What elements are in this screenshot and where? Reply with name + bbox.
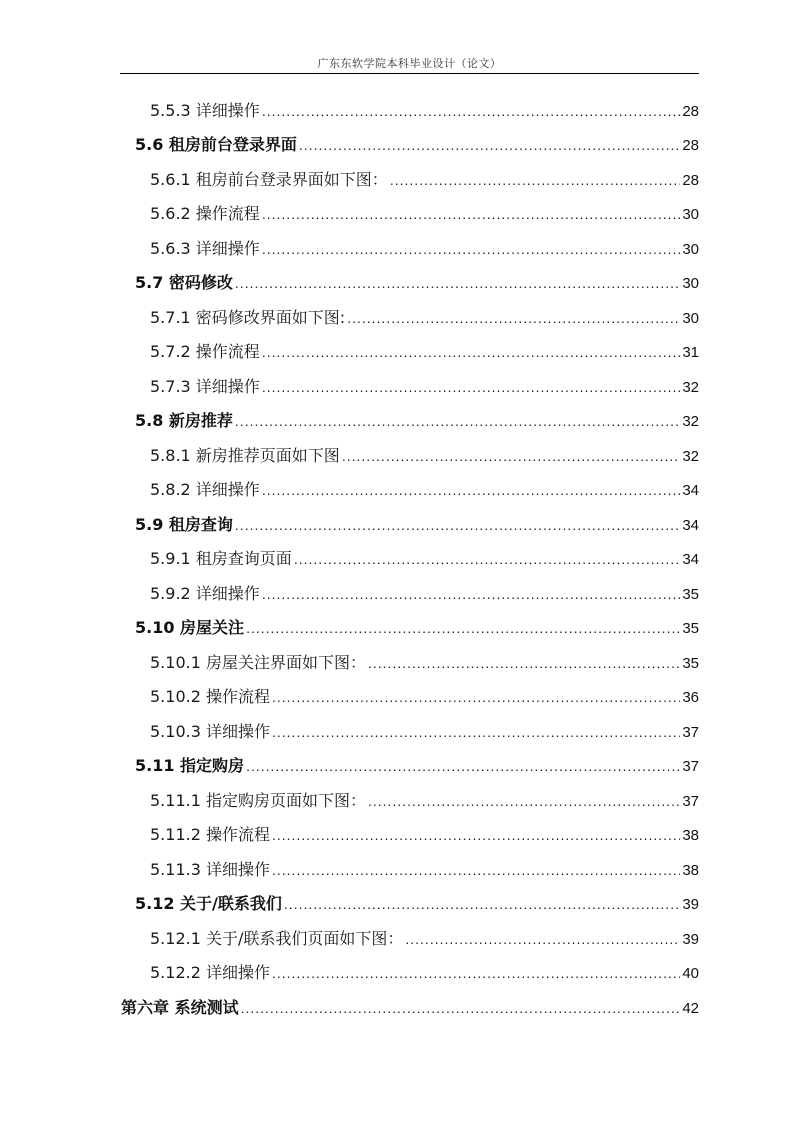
toc-entry-line (0, 546, 793, 569)
toc-subentry[interactable] (0, 575, 793, 610)
toc-entry-line (0, 305, 793, 328)
toc-entry-title: 5.6.2 操作流程 (150, 204, 260, 224)
toc-page-number: 30 (682, 275, 699, 293)
toc-entry-title: 5.12 关于/联系我们 (135, 894, 282, 914)
toc-entry-title: 5.11.2 操作流程 (150, 825, 270, 845)
toc-page-number: 37 (682, 758, 699, 776)
toc-dot-leader (246, 758, 680, 774)
toc-entry-line (0, 98, 793, 121)
toc-dot-leader (299, 137, 680, 153)
toc-entry-line (0, 408, 793, 431)
toc-subentry[interactable] (0, 299, 793, 334)
toc-entry-line (0, 719, 793, 742)
toc-page-number: 35 (682, 585, 699, 603)
toc-entry-title: 5.7.2 操作流程 (150, 342, 260, 362)
toc-dot-leader (347, 310, 680, 326)
toc-page-number: 31 (682, 344, 699, 362)
toc-entry-line (0, 512, 793, 535)
toc-page-number: 28 (682, 102, 699, 120)
toc-dot-leader (262, 103, 681, 119)
toc-subentry[interactable] (0, 679, 793, 714)
toc-subentry[interactable] (0, 955, 793, 990)
toc-entry-line (0, 857, 793, 880)
toc-entry-title: 5.8.1 新房推荐页面如下图 (150, 445, 340, 465)
toc-subentry[interactable] (0, 644, 793, 679)
page-header: 广东东软学院本科毕业设计（论文） (317, 57, 502, 70)
toc-entry-line (0, 201, 793, 224)
toc-page-number: 39 (682, 896, 699, 914)
toc-dot-leader (294, 551, 681, 567)
toc-page-number: 28 (682, 137, 699, 155)
toc-page-number: 38 (682, 861, 699, 879)
toc-page-number: 37 (682, 723, 699, 741)
toc-page-number: 37 (682, 792, 699, 810)
toc-dot-leader (235, 413, 680, 429)
toc-entry-title: 5.6.1 租房前台登录界面如下图： (150, 169, 388, 189)
toc-dot-leader (235, 275, 680, 291)
toc-page-number: 40 (682, 965, 699, 983)
toc-entry-line (0, 926, 793, 949)
toc-page-number: 32 (682, 413, 699, 431)
toc-entry-title: 5.9.1 租房查询页面 (150, 549, 292, 569)
toc-subentry[interactable] (0, 472, 793, 507)
toc-entry-line (0, 753, 793, 776)
toc-entry-title: 第六章 系统测试 (121, 997, 239, 1017)
toc-page-number: 39 (682, 930, 699, 948)
toc-section-entry[interactable] (0, 127, 793, 162)
toc-section-entry[interactable] (0, 886, 793, 921)
toc-dot-leader (368, 655, 680, 671)
toc-entry-line (0, 443, 793, 466)
toc-dot-leader (246, 620, 680, 636)
toc-dot-leader (241, 1000, 681, 1016)
toc-entry-title: 5.10.2 操作流程 (150, 687, 270, 707)
toc-section-entry[interactable] (0, 265, 793, 300)
toc-page-number: 35 (682, 654, 699, 672)
toc-subentry[interactable] (0, 161, 793, 196)
toc-entry-line (0, 650, 793, 673)
toc-subentry[interactable] (0, 437, 793, 472)
toc-entry-line (0, 167, 793, 190)
toc-page-number: 42 (682, 999, 699, 1017)
toc-entry-line (0, 960, 793, 983)
toc-subentry[interactable] (0, 92, 793, 127)
toc-subentry[interactable] (0, 782, 793, 817)
toc-dot-leader (235, 517, 680, 533)
toc-entry-title: 5.12.2 详细操作 (150, 963, 270, 983)
toc-entry-line (0, 581, 793, 604)
toc-entry-line (0, 132, 793, 155)
toc-entry-title: 5.7.1 密码修改界面如下图: (150, 307, 346, 327)
toc-dot-leader (342, 448, 681, 464)
toc-entry-title: 5.6.3 详细操作 (150, 238, 260, 258)
toc-subentry[interactable] (0, 541, 793, 576)
toc-subentry[interactable] (0, 920, 793, 955)
toc-entry-title: 5.10 房屋关注 (135, 618, 245, 638)
toc-entry-title: 5.5.3 详细操作 (150, 100, 260, 120)
toc-entry-title: 5.11 指定购房 (135, 756, 245, 776)
toc-page-number: 30 (682, 309, 699, 327)
toc-entry-line (0, 270, 793, 293)
toc-entry-line (0, 995, 793, 1018)
toc-entry-title: 5.11.3 详细操作 (150, 859, 270, 879)
toc-subentry[interactable] (0, 334, 793, 369)
header-rule (120, 73, 699, 74)
toc-dot-leader (262, 482, 681, 498)
toc-subentry[interactable] (0, 196, 793, 231)
toc-page-number: 34 (682, 516, 699, 534)
toc-page-number: 34 (682, 551, 699, 569)
table-of-contents (0, 92, 793, 1024)
toc-dot-leader (262, 344, 681, 360)
toc-entry-title: 5.10.3 详细操作 (150, 721, 270, 741)
toc-entry-title: 5.8.2 详细操作 (150, 480, 260, 500)
toc-dot-leader (368, 793, 680, 809)
toc-dot-leader (405, 931, 680, 947)
toc-page-number: 28 (682, 171, 699, 189)
toc-entry-title: 5.12.1 关于/联系我们页面如下图： (150, 928, 404, 948)
toc-entry-line (0, 615, 793, 638)
toc-entry-line (0, 684, 793, 707)
toc-subentry[interactable] (0, 368, 793, 403)
toc-entry-line (0, 891, 793, 914)
toc-entry-title: 5.6 租房前台登录界面 (135, 135, 297, 155)
toc-section-entry[interactable] (0, 506, 793, 541)
toc-entry-line (0, 374, 793, 397)
toc-section-entry[interactable] (0, 403, 793, 438)
toc-dot-leader (262, 379, 681, 395)
toc-entry-title: 5.9 租房查询 (135, 514, 233, 534)
toc-dot-leader (262, 206, 681, 222)
toc-page-number: 36 (682, 689, 699, 707)
toc-page-number: 38 (682, 827, 699, 845)
toc-page-number: 32 (682, 447, 699, 465)
toc-section-entry[interactable] (0, 748, 793, 783)
toc-subentry[interactable] (0, 851, 793, 886)
toc-dot-leader (272, 862, 680, 878)
toc-entry-line (0, 788, 793, 811)
toc-entry-title: 5.7.3 详细操作 (150, 376, 260, 396)
toc-chapter-entry[interactable] (0, 989, 793, 1024)
toc-dot-leader (272, 965, 680, 981)
toc-page-number: 30 (682, 206, 699, 224)
toc-entry-title: 5.9.2 详细操作 (150, 583, 260, 603)
toc-page-number: 30 (682, 240, 699, 258)
toc-page-number: 35 (682, 620, 699, 638)
toc-dot-leader (272, 724, 680, 740)
toc-section-entry[interactable] (0, 610, 793, 645)
toc-entry-line (0, 477, 793, 500)
toc-entry-line (0, 236, 793, 259)
toc-subentry[interactable] (0, 817, 793, 852)
toc-dot-leader (272, 827, 680, 843)
toc-dot-leader (262, 586, 681, 602)
toc-subentry[interactable] (0, 230, 793, 265)
toc-entry-title: 5.7 密码修改 (135, 273, 233, 293)
toc-entry-line (0, 822, 793, 845)
toc-dot-leader (272, 689, 680, 705)
toc-dot-leader (390, 172, 681, 188)
toc-entry-title: 5.11.1 指定购房页面如下图： (150, 790, 366, 810)
toc-entry-title: 5.8 新房推荐 (135, 411, 233, 431)
toc-subentry[interactable] (0, 713, 793, 748)
toc-page-number: 32 (682, 378, 699, 396)
toc-page-number: 34 (682, 482, 699, 500)
toc-entry-line (0, 339, 793, 362)
toc-dot-leader (284, 896, 680, 912)
toc-entry-title: 5.10.1 房屋关注界面如下图： (150, 652, 366, 672)
toc-dot-leader (262, 241, 681, 257)
